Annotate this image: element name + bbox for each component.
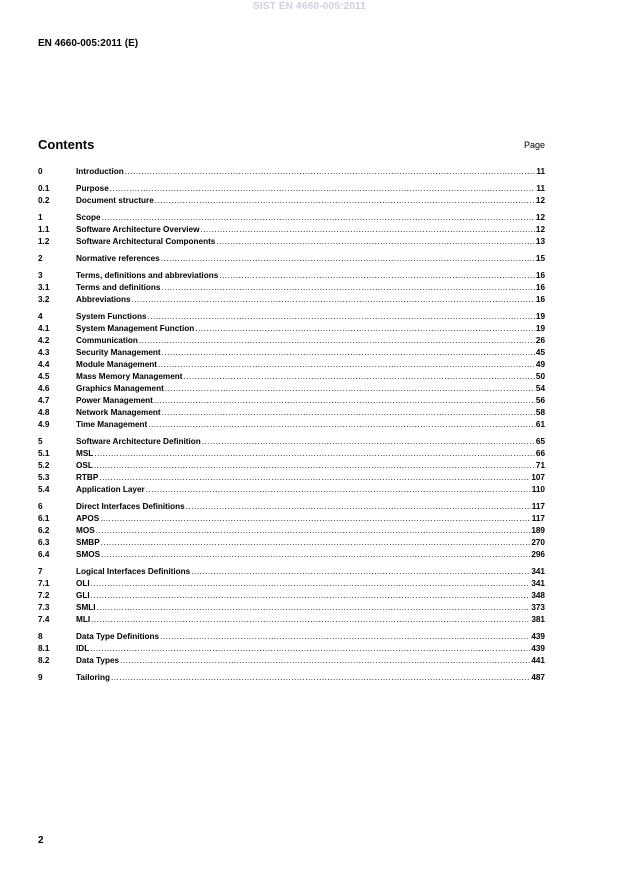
toc-dot-leader: [155, 195, 535, 207]
toc-entry-page[interactable]: 50: [535, 372, 545, 381]
toc-entry-title[interactable]: Application Layer: [76, 485, 145, 494]
toc-dot-leader: [101, 537, 531, 549]
toc-entry-page[interactable]: 16: [535, 283, 545, 292]
toc-entry-number: 4.2: [38, 336, 50, 345]
toc-entry-page[interactable]: 117: [531, 502, 545, 511]
toc-entry-title[interactable]: RTBP: [76, 473, 99, 482]
toc-entry-page[interactable]: 11: [536, 184, 545, 193]
toc-entry-page[interactable]: 45: [535, 348, 545, 357]
toc-entry-page[interactable]: 348: [531, 591, 545, 600]
toc-entry[interactable]: [38, 183, 545, 195]
toc-entry-number: 4.5: [38, 372, 50, 381]
toc-entry-title[interactable]: Graphics Management: [76, 384, 164, 393]
toc-entry[interactable]: [38, 643, 545, 655]
toc-entry-title[interactable]: Security Management: [76, 348, 161, 357]
toc-dot-leader: [158, 359, 535, 371]
page-number: 2: [38, 835, 44, 846]
toc-entry[interactable]: [38, 323, 545, 335]
toc-dot-leader: [100, 513, 531, 525]
toc-section-group: [38, 212, 545, 248]
toc-entry-number: 4.4: [38, 360, 50, 369]
toc-entry-page[interactable]: 341: [531, 579, 545, 588]
toc-entry-title[interactable]: Logical Interfaces Definitions: [76, 567, 191, 576]
toc-entry-number: 0.2: [38, 196, 50, 205]
toc-entry-title[interactable]: Software Architectural Components: [76, 237, 216, 246]
toc-dot-leader: [183, 371, 534, 383]
toc-entry-title[interactable]: Software Architecture Definition: [76, 437, 201, 446]
toc-dot-leader: [94, 460, 535, 472]
toc-dot-leader: [94, 448, 535, 460]
toc-entry[interactable]: [38, 460, 545, 472]
toc-entry-title[interactable]: System Management Function: [76, 324, 195, 333]
toc-entry-page[interactable]: 16: [535, 271, 545, 280]
toc-entry-title[interactable]: Software Architecture Overview: [76, 225, 200, 234]
toc-section-group: [38, 311, 545, 431]
toc-section-group: [38, 270, 545, 306]
toc-entry-number: 1: [38, 213, 43, 222]
toc-entry-number: 0.1: [38, 184, 50, 193]
toc-dot-leader: [160, 631, 530, 643]
toc-entry-number: 7: [38, 567, 43, 576]
toc-entry-number: 6: [38, 502, 43, 511]
toc-entry-page[interactable]: 110: [531, 485, 545, 494]
toc-dot-leader: [161, 253, 535, 265]
toc-entry[interactable]: [38, 224, 545, 236]
toc-entry-number: 4.6: [38, 384, 50, 393]
toc-entry[interactable]: [38, 472, 545, 484]
toc-entry-title[interactable]: SMBP: [76, 538, 100, 547]
toc-dot-leader: [90, 643, 530, 655]
toc-entry[interactable]: [38, 602, 545, 614]
toc-entry-page[interactable]: 65: [535, 437, 545, 446]
toc-entry-title[interactable]: Communication: [76, 336, 138, 345]
toc-entry-title[interactable]: APOS: [76, 514, 100, 523]
toc-entry[interactable]: [38, 566, 545, 578]
toc-entry-number: 7.4: [38, 615, 50, 624]
toc-entry[interactable]: [38, 236, 545, 248]
toc-entry[interactable]: [38, 549, 545, 561]
toc-entry-title[interactable]: MLI: [76, 615, 91, 624]
toc-entry-title[interactable]: Data Type Definitions: [76, 632, 160, 641]
toc-entry-number: 4: [38, 312, 43, 321]
toc-entry-number: 4.7: [38, 396, 50, 405]
toc-dot-leader: [101, 549, 530, 561]
toc-section-group: [38, 672, 545, 684]
toc-entry-number: 7.1: [38, 579, 50, 588]
toc-entry-page[interactable]: 49: [535, 360, 545, 369]
toc-entry-page[interactable]: 487: [531, 673, 545, 682]
toc-entry-number: 5.3: [38, 473, 50, 482]
toc-entry-page[interactable]: 439: [531, 644, 545, 653]
toc-entry-number: 6.3: [38, 538, 50, 547]
toc-entry-number: 3: [38, 271, 43, 280]
toc-entry-page[interactable]: 13: [535, 237, 545, 246]
toc-entry-number: 4.1: [38, 324, 50, 333]
toc-dot-leader: [91, 578, 531, 590]
toc-entry[interactable]: [38, 270, 545, 282]
toc-entry-number: 3.1: [38, 283, 50, 292]
toc-entry-page[interactable]: 12: [535, 196, 545, 205]
table-of-contents: [38, 166, 545, 689]
toc-section-group: [38, 166, 545, 178]
toc-entry-number: 6.4: [38, 550, 50, 559]
toc-dot-leader: [162, 407, 535, 419]
toc-dot-leader: [125, 166, 536, 178]
toc-entry[interactable]: [38, 395, 545, 407]
toc-entry[interactable]: [38, 347, 545, 359]
toc-entry-title[interactable]: SMLI: [76, 603, 96, 612]
toc-entry-number: 1.1: [38, 225, 50, 234]
toc-entry-title[interactable]: Terms, definitions and abbreviations: [76, 271, 219, 280]
toc-entry-page[interactable]: 189: [531, 526, 545, 535]
toc-entry-title[interactable]: Data Types: [76, 656, 120, 665]
toc-entry-page[interactable]: 66: [535, 449, 545, 458]
toc-entry[interactable]: [38, 335, 545, 347]
toc-entry-page[interactable]: 441: [531, 656, 545, 665]
toc-entry[interactable]: [38, 672, 545, 684]
toc-entry[interactable]: [38, 371, 545, 383]
toc-dot-leader: [202, 436, 535, 448]
toc-dot-leader: [146, 484, 531, 496]
toc-entry[interactable]: [38, 311, 545, 323]
toc-dot-leader: [191, 566, 530, 578]
toc-entry-number: 5.1: [38, 449, 50, 458]
toc-dot-leader: [102, 212, 535, 224]
toc-entry-number: 8: [38, 632, 43, 641]
toc-entry[interactable]: [38, 484, 545, 496]
toc-entry-page[interactable]: 19: [535, 324, 545, 333]
toc-entry-title[interactable]: Abbreviations: [76, 295, 131, 304]
toc-entry-page[interactable]: 16: [535, 295, 545, 304]
toc-entry-number: 5.2: [38, 461, 50, 470]
toc-entry[interactable]: [38, 419, 545, 431]
toc-entry[interactable]: [38, 537, 545, 549]
toc-entry-title[interactable]: Module Management: [76, 360, 157, 369]
toc-dot-leader: [91, 614, 530, 626]
toc-entry[interactable]: [38, 195, 545, 207]
toc-dot-leader: [120, 655, 530, 667]
toc-entry-title[interactable]: OSL: [76, 461, 93, 470]
toc-section-group: [38, 501, 545, 561]
toc-entry-page[interactable]: 117: [531, 514, 545, 523]
toc-dot-leader: [162, 347, 535, 359]
toc-entry-page[interactable]: 439: [531, 632, 545, 641]
toc-entry[interactable]: [38, 655, 545, 667]
toc-dot-leader: [110, 183, 536, 195]
toc-entry[interactable]: [38, 448, 545, 460]
toc-entry[interactable]: [38, 436, 545, 448]
toc-dot-leader: [132, 294, 535, 306]
toc-entry-title[interactable]: Purpose: [76, 184, 109, 193]
toc-dot-leader: [216, 236, 535, 248]
toc-entry-title[interactable]: GLI: [76, 591, 90, 600]
toc-entry-page[interactable]: 341: [531, 567, 545, 576]
toc-entry-number: 5: [38, 437, 43, 446]
toc-entry-page[interactable]: 26: [535, 336, 545, 345]
toc-entry[interactable]: [38, 513, 545, 525]
toc-entry-page[interactable]: 12: [535, 213, 545, 222]
toc-section-group: [38, 566, 545, 626]
toc-entry-number: 8.1: [38, 644, 50, 653]
toc-entry-number: 7.2: [38, 591, 50, 600]
toc-entry[interactable]: [38, 294, 545, 306]
toc-entry[interactable]: [38, 253, 545, 265]
toc-entry-title[interactable]: MSL: [76, 449, 94, 458]
toc-entry-page[interactable]: 56: [535, 396, 545, 405]
toc-entry-number: 3.2: [38, 295, 50, 304]
toc-entry-number: 7.3: [38, 603, 50, 612]
toc-entry[interactable]: [38, 166, 545, 178]
toc-entry-title[interactable]: OLI: [76, 579, 90, 588]
toc-dot-leader: [161, 282, 534, 294]
toc-entry-title[interactable]: Terms and definitions: [76, 283, 161, 292]
page-column-label: Page: [523, 140, 545, 150]
toc-entry-page[interactable]: 19: [535, 312, 545, 321]
toc-entry[interactable]: [38, 631, 545, 643]
toc-entry-page[interactable]: 373: [531, 603, 545, 612]
toc-dot-leader: [111, 672, 530, 684]
toc-entry-number: 4.9: [38, 420, 50, 429]
toc-entry[interactable]: [38, 501, 545, 513]
toc-entry[interactable]: [38, 282, 545, 294]
toc-entry[interactable]: [38, 590, 545, 602]
document-id: EN 4660-005:2011 (E): [38, 38, 139, 49]
toc-entry-title[interactable]: Direct Interfaces Definitions: [76, 502, 185, 511]
toc-entry-title[interactable]: IDL: [76, 644, 90, 653]
toc-entry-title[interactable]: Network Management: [76, 408, 161, 417]
toc-entry[interactable]: [38, 212, 545, 224]
toc-entry-page[interactable]: 15: [535, 254, 545, 263]
toc-section-group: [38, 436, 545, 496]
toc-entry-page[interactable]: 381: [531, 615, 545, 624]
toc-section-group: [38, 183, 545, 207]
toc-dot-leader: [165, 383, 535, 395]
toc-entry-title[interactable]: Mass Memory Management: [76, 372, 183, 381]
toc-entry-number: 0: [38, 167, 43, 176]
toc-entry-page[interactable]: 296: [531, 550, 545, 559]
toc-entry-number: 2: [38, 254, 43, 263]
toc-entry-title[interactable]: Normative references: [76, 254, 160, 263]
toc-entry-number: 6.1: [38, 514, 50, 523]
toc-entry-number: 6.2: [38, 526, 50, 535]
toc-entry-number: 9: [38, 673, 43, 682]
toc-entry[interactable]: [38, 525, 545, 537]
toc-entry-page[interactable]: 270: [531, 538, 545, 547]
toc-entry-number: 5.4: [38, 485, 50, 494]
toc-dot-leader: [219, 270, 535, 282]
toc-entry-title[interactable]: System Functions: [76, 312, 147, 321]
toc-entry-title[interactable]: Tailoring: [76, 673, 110, 682]
toc-section-group: [38, 631, 545, 667]
toc-dot-leader: [96, 525, 531, 537]
toc-dot-leader: [148, 419, 535, 431]
toc-dot-leader: [139, 335, 535, 347]
toc-dot-leader: [154, 395, 535, 407]
toc-dot-leader: [148, 311, 535, 323]
toc-dot-leader: [99, 472, 530, 484]
toc-entry-number: 8.2: [38, 656, 50, 665]
toc-entry-title[interactable]: Scope: [76, 213, 101, 222]
toc-entry[interactable]: [38, 359, 545, 371]
toc-entry-page[interactable]: 61: [535, 420, 545, 429]
toc-entry-number: 1.2: [38, 237, 50, 246]
toc-entry-title[interactable]: Time Management: [76, 420, 148, 429]
toc-dot-leader: [97, 602, 531, 614]
toc-section-group: [38, 253, 545, 265]
contents-title: Contents: [38, 137, 95, 152]
watermark: SIST EN 4660-005:2011: [252, 1, 367, 12]
toc-entry-page[interactable]: 107: [531, 473, 545, 482]
toc-entry-title[interactable]: MOS: [76, 526, 95, 535]
toc-dot-leader: [91, 590, 531, 602]
toc-entry[interactable]: [38, 578, 545, 590]
toc-entry[interactable]: [38, 614, 545, 626]
toc-dot-leader: [200, 224, 534, 236]
toc-entry-number: 4.8: [38, 408, 50, 417]
toc-entry-page[interactable]: 58: [535, 408, 545, 417]
toc-entry[interactable]: [38, 383, 545, 395]
toc-entry-title[interactable]: SMOS: [76, 550, 101, 559]
toc-entry-title[interactable]: Introduction: [76, 167, 124, 176]
toc-entry-number: 4.3: [38, 348, 50, 357]
toc-entry-page[interactable]: 71: [535, 461, 545, 470]
toc-entry[interactable]: [38, 407, 545, 419]
toc-entry-page[interactable]: 11: [536, 167, 545, 176]
toc-entry-title[interactable]: Power Management: [76, 396, 153, 405]
toc-dot-leader: [186, 501, 531, 513]
toc-entry-title[interactable]: Document structure: [76, 196, 154, 205]
toc-entry-page[interactable]: 54: [535, 384, 545, 393]
toc-entry-page[interactable]: 12: [535, 225, 545, 234]
toc-dot-leader: [195, 323, 535, 335]
